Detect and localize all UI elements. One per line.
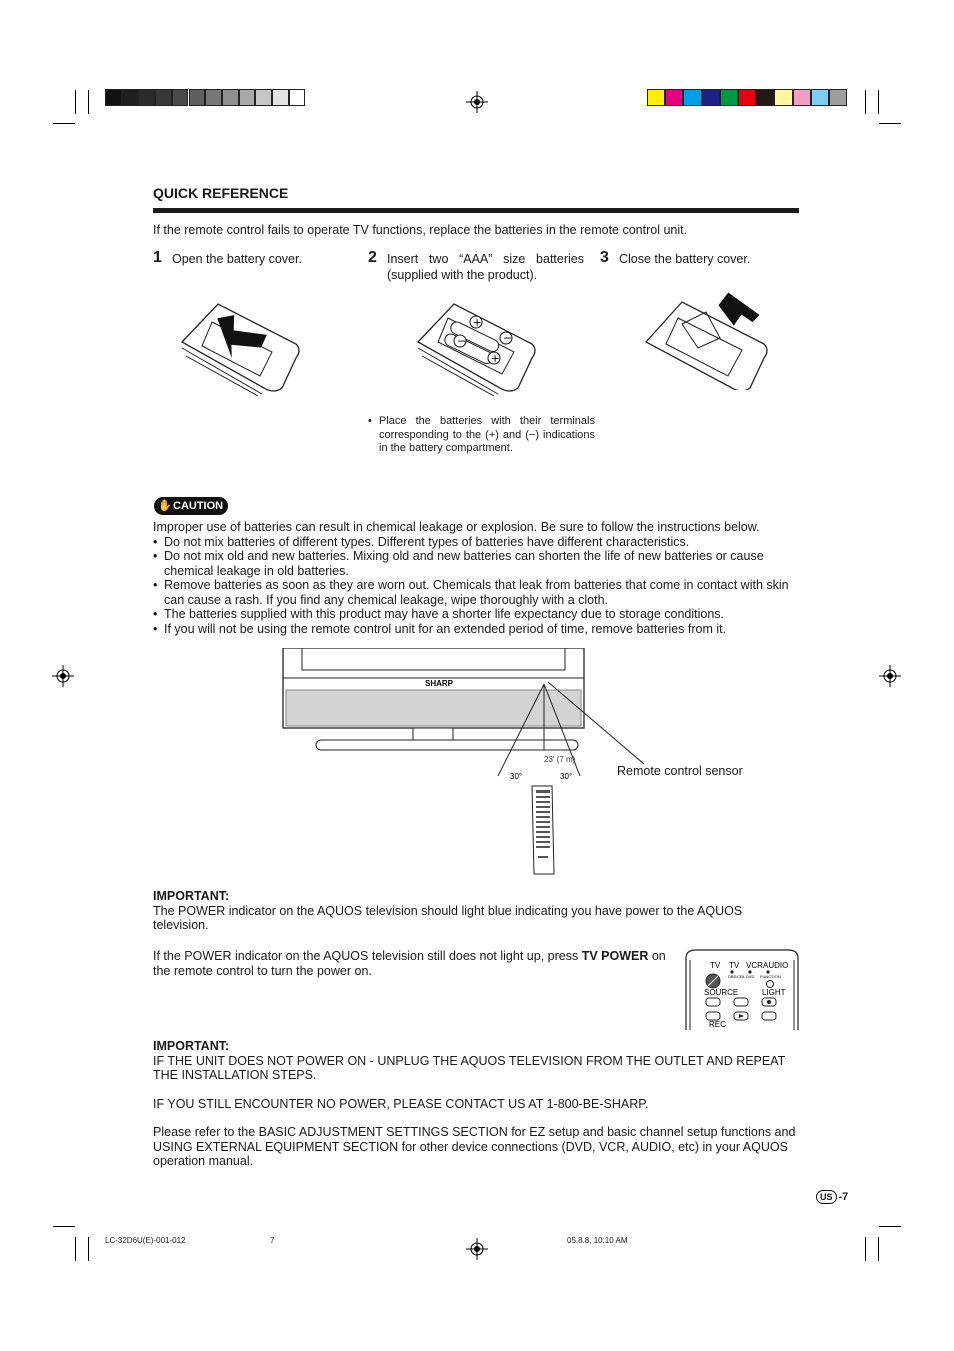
color-swatch — [289, 89, 306, 106]
registration-mark-icon — [466, 91, 488, 113]
color-swatch — [272, 89, 289, 106]
tv-brand-text: SHARP — [425, 679, 454, 688]
remote-top-closeup — [684, 948, 800, 1030]
caution-item: • If you will not be using the remote control unit for an extended period of time, remove batteries from it. — [153, 622, 803, 637]
crop-mark — [879, 1226, 901, 1227]
remote-btn-label: DVD — [746, 974, 755, 979]
remote-btn-label: TV — [710, 961, 721, 970]
file-name: LC-32D6U(E)-001-012 — [105, 1236, 186, 1245]
crop-mark — [879, 123, 901, 124]
hand-icon: ✋ — [158, 500, 172, 512]
remote-btn-label: VCR — [746, 961, 763, 970]
contact-text: IF YOU STILL ENCOUNTER NO POWER, PLEASE CONTACT US AT 1-800-BE-SHARP. — [153, 1096, 649, 1111]
step-text: Open the battery cover. — [172, 252, 302, 266]
remote-btn-label: REC — [709, 1020, 726, 1029]
color-swatch — [205, 89, 222, 106]
sensor-label: Remote control sensor — [617, 764, 743, 778]
crop-mark — [75, 1237, 76, 1261]
important-text: IF THE UNIT DOES NOT POWER ON - UNPLUG THE AQUOS TELEVISION FROM THE OUTLET AND REPEAT THE INSTALLATION STEPS. — [153, 1053, 786, 1082]
step-text: Close the battery cover. — [619, 252, 751, 266]
crop-mark — [88, 90, 89, 114]
color-swatch — [811, 89, 829, 106]
caution-item: • Do not mix batteries of different types. Different types of batteries have different characteristics. — [153, 535, 803, 550]
color-swatch — [774, 89, 792, 106]
caution-item: • Remove batteries as soon as they are worn out. Chemicals that leak from batteries that come in contact with skin can cause a rash. If you find any chemical leakage, wipe thoroughly with a cloth. — [153, 578, 803, 607]
svg-text:+: + — [472, 316, 482, 329]
print-stamp: 05.8.8, 10:10 AM — [567, 1236, 628, 1245]
remote-btn-label: DBS/CBL — [728, 974, 746, 979]
color-swatch — [105, 89, 122, 106]
battery-note: • Place the batteries with their terminals corresponding to the (+) and (−) indications in the battery compartment. — [368, 415, 595, 456]
color-swatch — [702, 89, 720, 106]
tv-power-label: TV POWER — [581, 949, 649, 963]
page-title: QUICK REFERENCE — [153, 185, 289, 201]
registration-mark-icon — [466, 1238, 488, 1260]
caution-badge — [154, 497, 228, 515]
remote-btn-label: SOURCE — [704, 988, 739, 997]
crop-mark — [88, 1237, 89, 1261]
color-swatch — [647, 89, 665, 106]
step-number: 3 — [600, 249, 609, 266]
color-swatch — [756, 89, 774, 106]
range-distance-label: 23' (7 m) — [544, 755, 576, 764]
remote-btn-label: TV — [729, 961, 740, 970]
crop-mark — [53, 1226, 75, 1227]
page-num-text: -7 — [838, 1191, 849, 1203]
color-swatch — [122, 89, 139, 106]
caution-item: • Do not mix old and new batteries. Mixing old and new batteries can shorten the life of new batteries or cause chemical leakage in old batteries. — [153, 549, 803, 578]
region-badge: US — [816, 1190, 837, 1204]
remote-close-cover-illustration — [642, 290, 776, 390]
angle-right-label: 30° — [560, 772, 573, 781]
color-swatch — [172, 89, 189, 106]
title-rule — [153, 208, 799, 213]
important-text: The POWER indicator on the AQUOS television should light blue indicating you have power to the AQUOS television. — [153, 903, 743, 932]
svg-text:−: − — [457, 334, 467, 348]
step-number: 1 — [153, 249, 162, 266]
important-block-2 — [153, 1039, 803, 1169]
remote-open-cover-illustration — [178, 296, 306, 396]
angle-left-label: 30° — [510, 772, 523, 781]
power-instruction — [153, 949, 678, 978]
registration-mark-icon — [52, 665, 74, 687]
remote-btn-label: LIGHT — [762, 988, 786, 997]
intro-text: If the remote control fails to operate TV functions, replace the batteries in the remote control unit. — [153, 223, 688, 237]
crop-mark — [53, 123, 75, 124]
registration-mark-icon — [879, 665, 901, 687]
svg-text:−: − — [503, 331, 513, 345]
color-swatch — [189, 89, 206, 106]
color-swatch — [222, 89, 239, 106]
page-number — [816, 1190, 848, 1204]
refer-text: Please refer to the BASIC ADJUSTMENT SETTINGS SECTION for EZ setup and basic channel setup functions and USING EXTERNAL EQUIPMENT SECTION for other device connections (DVD, VCR, AUDIO, etc) in your AQUOS operation manual. — [153, 1125, 796, 1168]
svg-text:+: + — [490, 352, 500, 365]
remote-btn-label: AUDIO — [763, 961, 789, 970]
caution-label: CAUTION — [173, 500, 224, 512]
important-heading: IMPORTANT: — [153, 889, 230, 903]
crop-mark — [865, 90, 866, 114]
color-swatch — [720, 89, 738, 106]
color-swatch — [793, 89, 811, 106]
crop-mark — [865, 1237, 866, 1261]
color-swatch — [138, 89, 155, 106]
color-swatch — [683, 89, 701, 106]
color-swatch — [829, 89, 847, 106]
remote-insert-batteries-illustration — [414, 296, 542, 396]
remote-btn-label: FUNCTION — [760, 974, 781, 979]
color-swatch — [239, 89, 256, 106]
caution-item: • The batteries supplied with this product may have a shorter life expectancy due to storage conditions. — [153, 607, 803, 622]
step-number: 2 — [368, 249, 377, 266]
sheet-number: 7 — [270, 1236, 275, 1245]
caution-lead: Improper use of batteries can result in chemical leakage or explosion. Be sure to follow the instructions below. — [153, 520, 760, 534]
caution-block — [153, 520, 803, 636]
crop-mark — [878, 90, 879, 114]
step-text: Insert two “AAA” size batteries (supplied with the product). — [387, 252, 584, 282]
color-swatch — [255, 89, 272, 106]
color-swatch — [738, 89, 756, 106]
power-text: If the POWER indicator on the AQUOS television still does not light up, press — [153, 949, 582, 963]
crop-mark — [75, 90, 76, 114]
power-text: on the remote control to turn the power on. — [153, 949, 666, 978]
crop-mark — [878, 1237, 879, 1261]
color-swatch — [665, 89, 683, 106]
color-swatch — [155, 89, 172, 106]
important-heading: IMPORTANT: — [153, 1039, 230, 1053]
important-block-1 — [153, 889, 783, 933]
